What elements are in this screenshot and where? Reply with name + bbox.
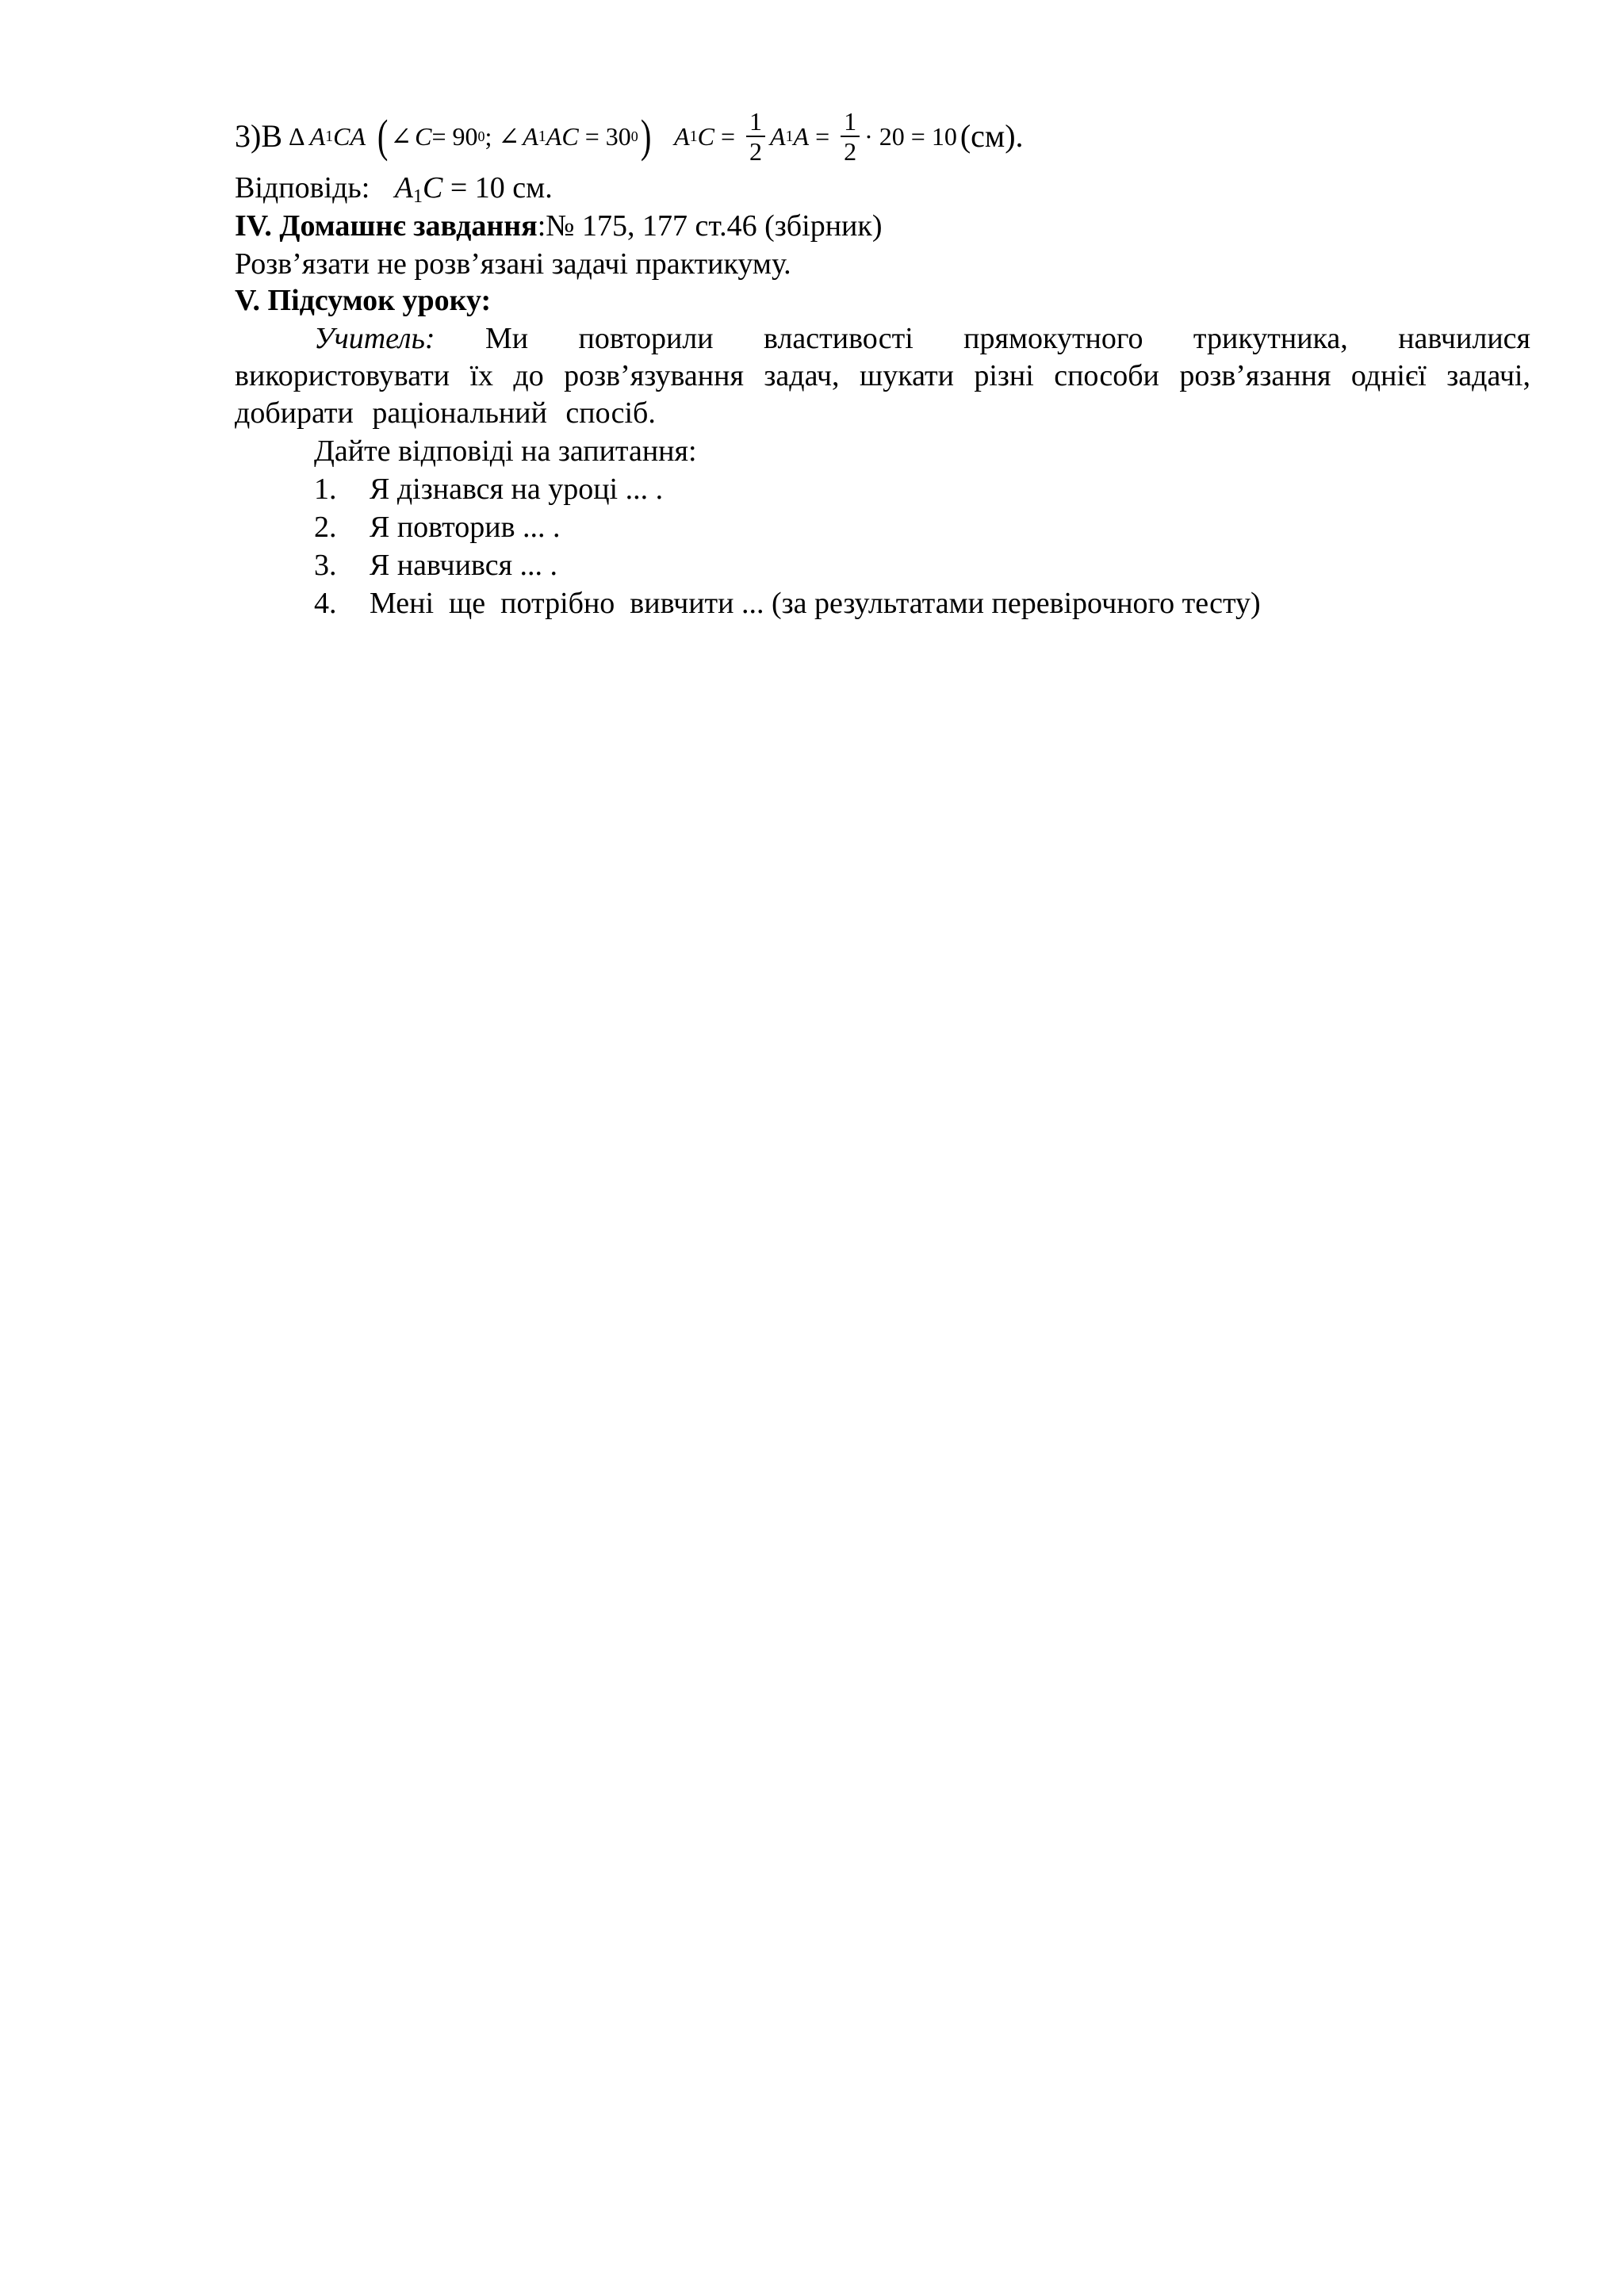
formula-math <box>282 107 957 166</box>
list-item <box>314 547 557 584</box>
teacher-paragraph <box>235 320 1530 432</box>
angle-symbol-2: ∠ <box>498 122 520 151</box>
homework-heading: IV. Домашнє завдання <box>235 209 538 243</box>
fraction-1-denominator: 2 <box>749 137 762 166</box>
result-sub: 1 <box>689 128 698 145</box>
mid-eq: = <box>809 122 837 151</box>
open-paren: ( <box>377 110 389 162</box>
fraction-half-2 <box>841 107 860 166</box>
homework-text: :№ 175, 177 ст.46 (збірник) <box>537 209 883 243</box>
answer-var-rest: C <box>423 171 443 205</box>
list-item-number: 1. <box>314 473 337 506</box>
formula-line <box>235 105 1024 168</box>
list-item-number: 2. <box>314 511 337 544</box>
condition2-degree: 0 <box>630 128 638 144</box>
list-item <box>314 471 663 507</box>
teacher-label: Учитель: <box>314 322 435 355</box>
condition-separator: ; <box>485 122 499 151</box>
triangle-vertex-rest: CA <box>333 122 366 151</box>
triangle-symbol: Δ <box>289 122 305 151</box>
answer-value: = 10 см. <box>442 171 553 205</box>
triangle-vertex-sub: 1 <box>325 128 334 145</box>
homework-note: Розв’язати не розв’язані задачі практикуму. <box>235 247 791 281</box>
close-paren: ) <box>640 110 652 162</box>
list-item <box>314 585 1261 622</box>
condition2-eq: = 30 <box>578 122 631 151</box>
angle-symbol-1: ∠ <box>390 122 412 151</box>
list-item-text: Мені ще потрібно вивчити ... (за результатами перевірочного тесту) <box>370 587 1261 620</box>
fraction-1-numerator: 1 <box>746 107 765 137</box>
questions-intro: Дайте відповіді на запитання: <box>314 434 697 468</box>
condition1-degree: 0 <box>477 128 485 144</box>
answer-label: Відповідь: <box>235 171 370 205</box>
condition2-rest: AC <box>546 122 579 151</box>
formula-tail: · 20 = 10 <box>864 122 957 151</box>
fraction-half-1 <box>746 107 765 166</box>
homework-line <box>235 208 882 244</box>
mid-a: A <box>770 122 786 151</box>
summary-heading: V. Підсумок уроку: <box>235 284 492 317</box>
list-item-text: Я навчився ... . <box>370 549 558 582</box>
condition1-var: C <box>415 122 432 151</box>
mid-rest: A <box>793 122 810 151</box>
list-item <box>314 509 561 545</box>
teacher-text: Ми повторили властивості прямокутного трикутника, навчилися використовувати їх до розв’язування задач, шукати різні способи розв’язання однієї задачі, добирати раціональний спосіб. <box>235 322 1530 430</box>
formula-unit: (см). <box>959 118 1024 154</box>
mid-sub: 1 <box>785 128 794 145</box>
list-item-number: 3. <box>314 549 337 582</box>
answer-var: A <box>394 171 414 205</box>
fraction-2-denominator: 2 <box>844 137 857 166</box>
formula-prefix: 3)В <box>235 118 282 154</box>
list-item-text: Я повторив ... . <box>370 511 561 544</box>
result-a: A <box>674 122 690 151</box>
answer-var-sub: 1 <box>413 186 423 207</box>
condition2-sub: 1 <box>538 128 546 145</box>
result-rest: C <box>697 122 714 151</box>
triangle-vertex-a: A <box>309 122 326 151</box>
condition2-a: A <box>523 122 538 151</box>
fraction-2-numerator: 1 <box>841 107 860 137</box>
condition1-eq: = 90 <box>431 122 478 151</box>
result-eq: = <box>714 122 741 151</box>
list-item-text: Я дізнався на уроці ... . <box>370 473 664 506</box>
list-item-number: 4. <box>314 587 337 620</box>
